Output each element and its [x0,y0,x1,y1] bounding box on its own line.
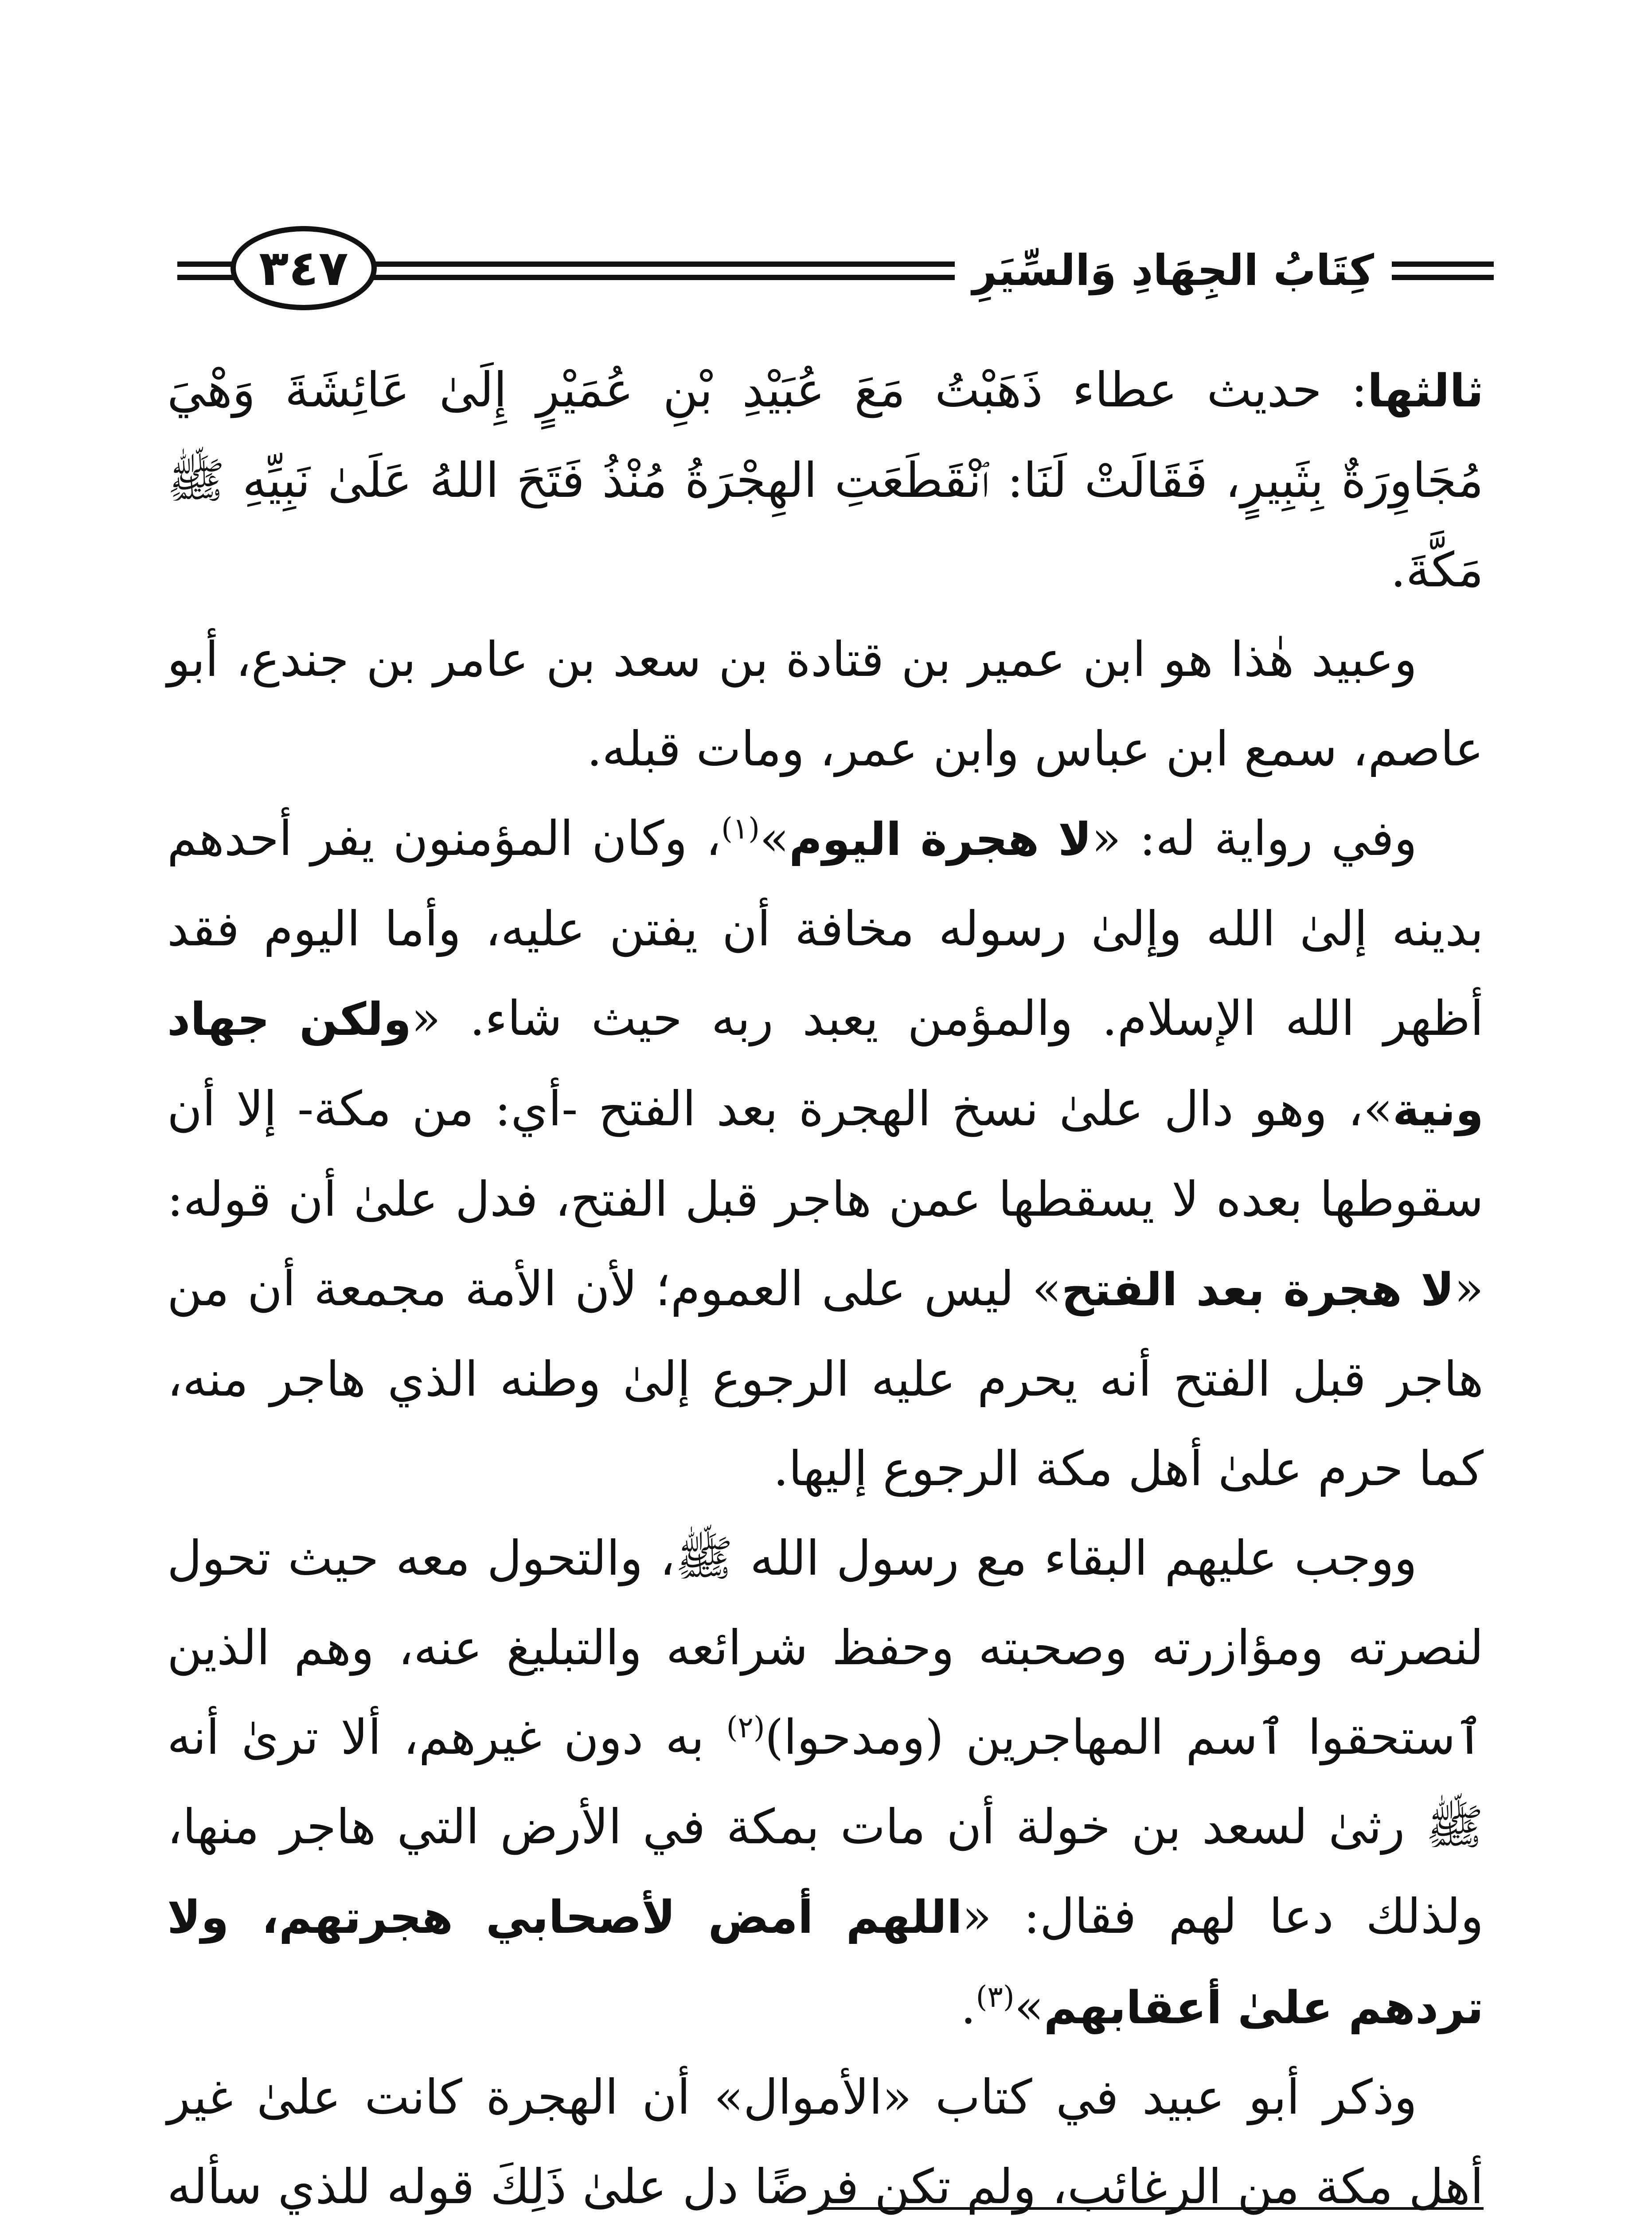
text-run: : حديث عطاء ذَهَبْتُ مَعَ عُبَيْدِ بْنِ عُمَيْرٍ إِلَىٰ عَائِشَةَ وَهْيَ مُجَاوِرَةٌ بِثَبِيرٍ، فَقَالَتْ لَنَا: ٱنْقَطَعَتِ الهِجْرَةُ مُنْذُ فَتَحَ اللهُ عَلَىٰ نَبِيِّهِ ﷺ مَكَّةَ. [167,363,1484,598]
main-text [167,346,1484,2216]
footnote-reference: (١) [721,811,760,846]
text-run: وعبيد هٰذا هو ابن عمير بن قتادة بن سعد بن عامر بن جندع، أبو عاصم، سمع ابن عباس وابن عمر، ومات قبله. [167,632,1484,777]
text-run: . [961,1979,976,2035]
paragraph-1 [167,346,1484,615]
text-run: » ليس على العموم؛ لأن الأمة مجمعة أن من هاجر قبل الفتح أنه يحرم عليه الرجوع إلىٰ وطنه الذي هاجر منه، كما حرم علىٰ أهل مكة الرجوع إليها. [167,1261,1484,1497]
paragraph-4 [167,1514,1484,2053]
text-run: » [760,811,789,866]
book-title: كِتَابُ الجِهَادِ وَالسِّيَرِ [955,244,1392,297]
footnote-separator [819,2207,1484,2210]
text-run: » [1014,1979,1044,2035]
page-number: ٣٤٧ [230,226,377,310]
footnote-reference: (٣) [976,1980,1015,2014]
bold-phrase: لا هجرة بعد الفتح [1061,1264,1454,1316]
text-run: »، وهو دال علىٰ نسخ الهجرة بعد الفتح -أي: من مكة- إلا أن سقوطها بعده لا يسقطها عمن هاجر قبل الفتح، فدل علىٰ أن قوله: « [167,1081,1484,1317]
paragraph-2 [167,615,1484,794]
footnote-reference: (٢) [726,1710,765,1744]
bold-phrase: ولكن جهاد ونية [167,993,1484,1136]
text-run: وفي رواية له: « [1092,811,1417,866]
running-header [177,208,1494,332]
text-run: وذكر أبو عبيد في كتاب «الأموال» أن الهجرة كانت علىٰ غير أهل مكة من الرغائب، ولم تكن فرضًا دل علىٰ ذَلِكَ قوله للذي سأله [167,2070,1484,2215]
bold-phrase: اللهم أمض لأصحابي هجرتهم، ولا تردهم علىٰ أعقابهم [167,1891,1484,2034]
text-run: به دون غيرهم، ألا ترىٰ أنه ﷺ رثىٰ لسعد بن خولة أن مات بمكة في الأرض التي هاجر منها، ولذلك دعا لهم فقال: « [167,1710,1484,1944]
text-run: ، وكان المؤمنون يفر أحدهم بدينه إلىٰ الله وإلىٰ رسوله مخافة أن يفتن عليه، وأما اليوم فقد أظهر الله الإسلام. والمؤمن يعبد ربه حيث شاء. « [167,811,1484,1046]
paragraph-5 [167,2053,1484,2216]
bold-phrase: لا هجرة اليوم [789,813,1092,866]
bold-phrase: ثالثها [1367,365,1484,417]
paragraph-3 [167,794,1484,1514]
text-run: ووجب عليهم البقاء مع رسول الله ﷺ، والتحول معه حيث تحول لنصرته ومؤازرته وصحبته وحفظ شرائعه والتبليغ عنه، وهم الذين ٱستحقوا ٱسم المهاجرين (ومدحوا) [167,1531,1484,1765]
